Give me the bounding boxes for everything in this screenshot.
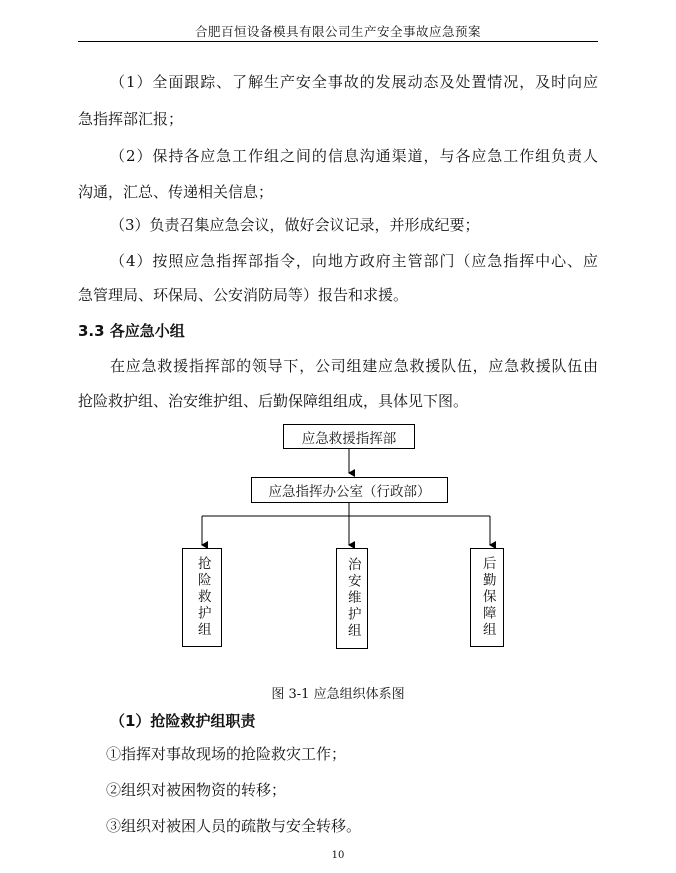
page-number: 10	[331, 850, 345, 861]
paragraph-4-line-1: （4）按照应急指挥部指令，向地方政府主管部门（应急指挥中心、应	[110, 252, 598, 270]
org-box-rescue-group: 抢险救护组	[182, 548, 222, 647]
org-box-logistics-group: 后勤保障组	[470, 548, 504, 647]
intro-line-2: 抢险救护组、治安维护组、后勤保障组组成，具体见下图。	[78, 392, 469, 410]
duty-item-2: ②组织对被困物资的转移；	[106, 781, 287, 799]
org-box-security-group: 治安维护组	[336, 548, 368, 649]
intro-line-1: 在应急救援指挥部的领导下，公司组建应急救援队伍，应急救援队伍由	[110, 357, 598, 375]
subsection-heading: （1）抢险救护组职责	[110, 712, 256, 730]
paragraph-3-line-1: （3）负责召集应急会议，做好会议记录，并形成纪要；	[110, 216, 480, 234]
page-header: 合肥百恒设备模具有限公司生产安全事故应急预案	[194, 24, 481, 39]
org-box-office: 应急指挥办公室（行政部）	[251, 477, 448, 503]
org-box-command: 应急救援指挥部	[283, 424, 415, 449]
paragraph-2-line-2: 沟通，汇总、传递相关信息；	[78, 183, 274, 201]
paragraph-4-line-2: 急管理局、环保局、公安消防局等）报告和求援。	[78, 286, 409, 304]
paragraph-1-line-1: （1）全面跟踪、了解生产安全事故的发展动态及处置情况，及时向应	[110, 73, 598, 91]
paragraph-2-line-1: （2）保持各应急工作组之间的信息沟通渠道，与各应急工作组负责人	[110, 147, 598, 165]
duty-item-1: ①指挥对事故现场的抢险救灾工作；	[106, 745, 347, 763]
duty-item-3: ③组织对被困人员的疏散与安全转移。	[106, 817, 362, 835]
section-heading: 3.3 各应急小组	[78, 322, 185, 340]
paragraph-1-line-2: 急指挥部汇报；	[78, 110, 184, 128]
figure-caption: 图 3-1 应急组织体系图	[271, 687, 405, 702]
